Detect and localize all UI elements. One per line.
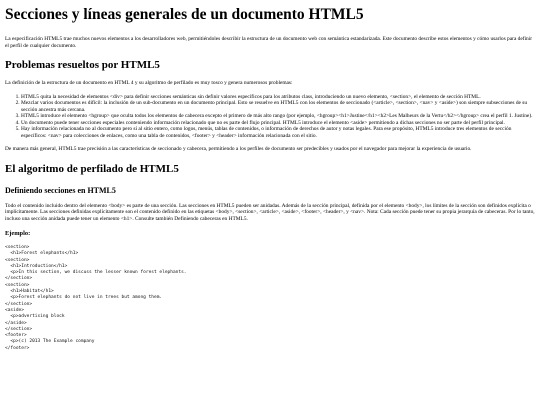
code-line: <section> [5, 282, 30, 288]
problems-list [5, 94, 535, 140]
code-line: <h1>Introduction</h1> [5, 263, 68, 269]
section-heading-problems: Problemas resueltos por HTML5 [5, 59, 160, 71]
subsection-heading-defining-sections: Definiendo secciones en HTML5 [5, 185, 116, 195]
code-line: <h1>Forest elephants</h1> [5, 251, 79, 257]
code-line: <aside> [5, 307, 24, 313]
intro-paragraph: La especificación HTML5 trae muchos nuevos elementos a los desarrolladores web, permitiéndoles describir la estructura de un documento web con semántica estandarizada. Este documento describe estos elementos y cómo usarlos para definir el perfil de cualquier documento. [5, 36, 533, 49]
list-item: 1. HTML5 quita la necesidad de elementos <div> para definir secciones semánticas sin definir valores específicos para los atributos class, introduciendo un nuevo elemento, <section>, el elemento de sección HTML. [21, 94, 535, 101]
list-item: 3. HTML5 introduce el elemento <hgroup> que oculta todos los elementos de cabecera excepto el primero de más alto rango (por ejemplo, <hgroup><h1>Justine</h1><h2>Les Malheurs de la Vertu</h2></hgroup> crea el perfil 1. Justine). [21, 113, 535, 120]
example-label: Ejemplo: [5, 230, 31, 237]
code-line: <p>Forest elephants do not live in trees but among them. [5, 295, 163, 301]
code-line: </footer> [5, 345, 30, 351]
code-line: <p>advertising block [5, 314, 65, 320]
list-item: 2. Mezclar varios documentos es difícil: la inclusión de un sub-documento en un documento principal. Esto se resuelve en HTML5 con los elementos de seccionado (<article>, <section>, <nav> y <aside>) son siempre subsecciones de su sección ancestra más cercana. [21, 100, 535, 113]
problems-lead-paragraph: La definición de la estructura de un documento en HTML 4 y su algoritmo de perfilado es muy tosco y genera numerosos problemas: [5, 80, 293, 86]
code-line: <h1>Habitat</h1> [5, 289, 54, 295]
code-example [5, 245, 535, 352]
section-heading-algorithm: El algoritmo de perfilado de HTML5 [5, 162, 179, 175]
code-line: <p>In this section, we discuss the lesser known forest elephants. [5, 270, 187, 276]
list-item: 4. Un documento puede tener secciones especiales conteniendo información relacionado que no es parte del flujo principal. HTML5 introduce el elemento <aside> permitiendo a dichas secciones no ser parte del perfil principal. [21, 120, 535, 127]
code-line: <p>(c) 2013 The Example company [5, 339, 95, 345]
code-line: <section> [5, 257, 30, 263]
code-line: </section> [5, 301, 33, 307]
code-line: </aside> [5, 320, 27, 326]
code-line: </section> [5, 276, 33, 282]
problems-closing-paragraph: De manera más general, HTML5 trae precisión a las características de seccionado y cabecera, permitiendo a los perfiles de documento ser predecibles y usados por el navegador para mejorar la experiencia de usuario. [5, 146, 472, 152]
list-item: 5. Hay información relacionada no al documento pero sí al sitio entero, como logos, menús, tablas de contenidos, o información de derechos de autor y notas legales. Para ese propósito, HTML5 introduce tres elementos de sección específicos: <nav> para colecciones de enlaces, como una tabla de contenidos, <footer> y <header> información relacionada con el sitio. [21, 126, 535, 139]
page-title: Secciones y líneas generales de un documento HTML5 [5, 6, 364, 23]
code-line: <section> [5, 245, 30, 250]
algorithm-body-paragraph: Todo el contenido incluido dentro del elemento <body> es parte de una sección. Las secciones en HTML5 pueden ser anidadas. Además de la sección principal, definida por el elemento <body>, los límites de la sección son definidos explícita o implícitamente. Las secciones definidas explícitamente son el contenido definido en las etiquetas <body>, <section>, <article>, <aside>, <footer>, <header>, y <nav>. Nota: Cada sección puede tener su propia jerarquía de cabeceras. Por lo tanto, incluso una sección anidada puede tener un elemento <h1>. Consulte también Definiendo cabeceras en HTML5. [5, 202, 535, 222]
code-line: <footer> [5, 333, 27, 339]
code-line: </section> [5, 326, 33, 332]
